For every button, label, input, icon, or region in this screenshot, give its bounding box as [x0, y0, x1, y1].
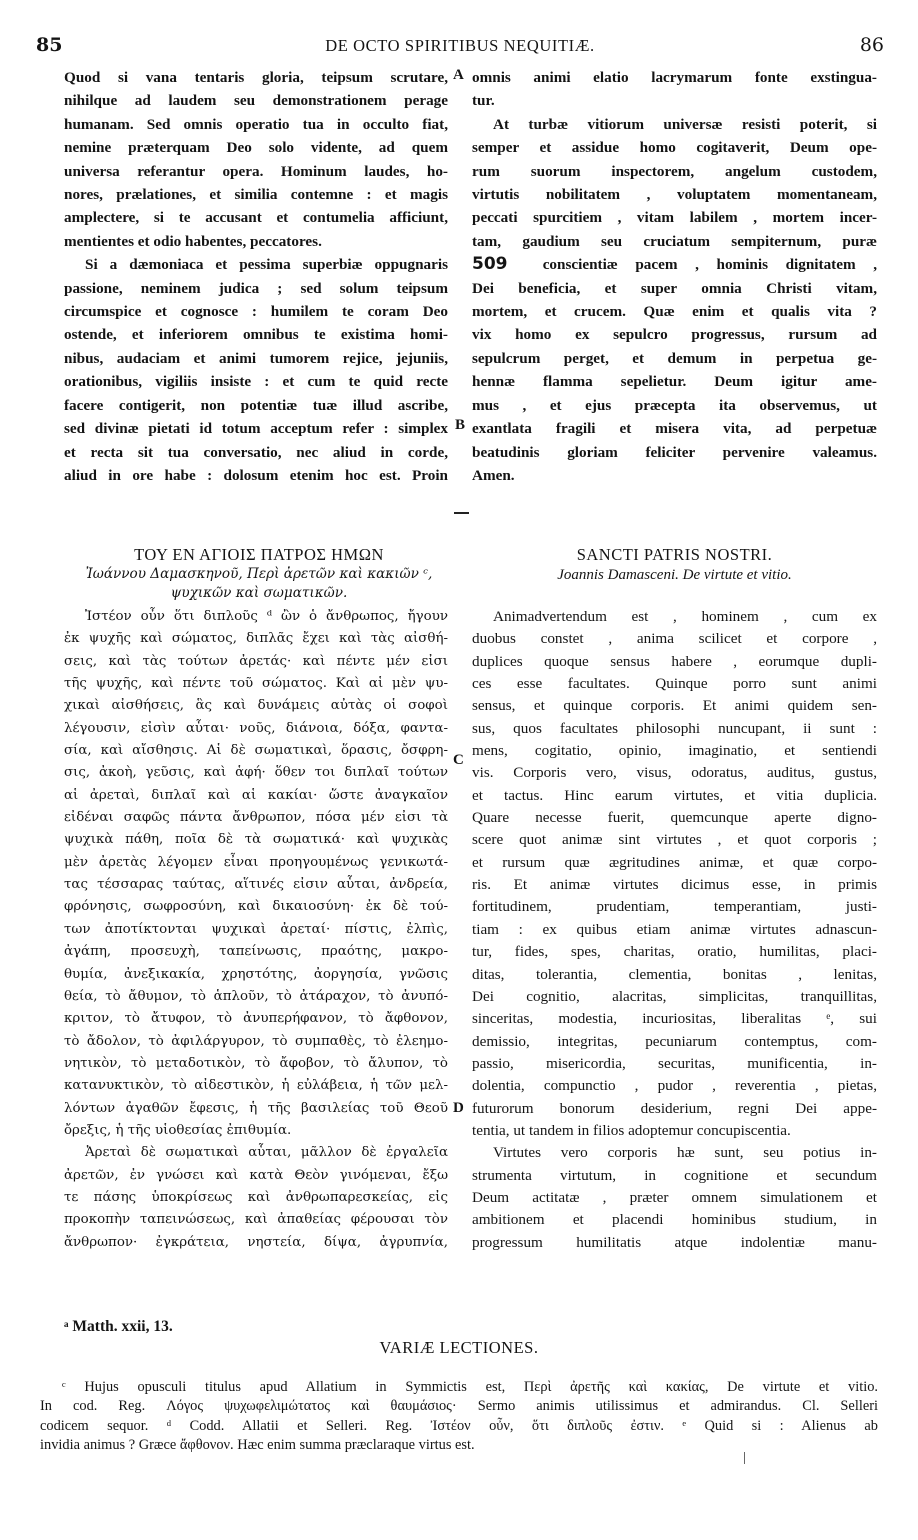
text-line: circumspice et cognosce : humilem te coram Deo	[64, 303, 448, 321]
text-line: beatudinis gloriam feliciter pervenire valeamus.	[472, 443, 877, 461]
latin-title-line2: Joannis Damasceni. De virtute et vitio.	[557, 567, 792, 583]
text-line: tiam : ex quibus etiam animæ virtutes adnascun-	[472, 920, 877, 938]
page-number-left: 85	[36, 34, 63, 56]
text-line: θυμία, ἀνεξικακία, χρηστότης, ἀοργησία, γνῶσις	[64, 966, 448, 982]
text-line: passio, misericordia, securitas, munificentia, in-	[472, 1054, 877, 1072]
variant-line: ᶜ Hujus opusculi titulus apud Allatium in Symmictis est, Περὶ ἀρετῆς καὶ κακίας, De virtute et vitio.	[62, 1379, 878, 1395]
text-line: mentientes et odio habentes, peccatores.	[64, 232, 322, 250]
greek-title-line3: ψυχικῶν καὶ σωματικῶν.	[170, 585, 348, 601]
text-line: ditas, tolerantia, clementia, bonitas , lenitas,	[472, 965, 877, 983]
text-line: Amen.	[472, 466, 515, 484]
text-line: scere quot animæ sint virtutes , et quot corporis ;	[472, 831, 877, 849]
variant-line: invidia animus ? Græce ἄφθονον. Hæc enim summa præclaraque virtus est.	[40, 1437, 475, 1454]
text-line: Quod si vana tentaris gloria, teipsum scrutare,	[64, 69, 448, 86]
text-line: εἰδέναι σαφῶς πάντα ἄνθρωπον, πόσα μέν εἰσι τὰ	[64, 810, 448, 826]
text-line: λόντων ἀγαθῶν ἔφεσις, ἡ τῆς βασιλείας τοῦ Θεοῦ	[64, 1100, 448, 1116]
top-right-column	[472, 66, 877, 487]
text-line: Dei beneficia, et super omnia Christi vitam,	[472, 279, 877, 297]
text-line: κατανυκτικὸν, τὸ αἰδεστικὸν, ἡ εὐλάβεια, ἡ τῶν μελ-	[64, 1078, 448, 1094]
text-line: τε πάσης ὑποκρίσεως καὶ ἀνθρωπαρεσκείας, εἰς	[64, 1189, 448, 1205]
text-line: Ἰστέον οὖν ὅτι διπλοῦς ᵈ ὢν ὁ ἄνθρωπος, ἤγουν	[85, 609, 448, 624]
text-line: ἀγάπη, προσευχὴ, ταπείνωσις, πραότης, μακρο-	[64, 944, 448, 960]
text-line: duplices quoque sensus habere , eorumque dupli-	[472, 652, 877, 670]
text-line: progressum humilitatis atque indolentiæ manu-	[472, 1233, 877, 1251]
text-line: facere contigerit, non potentiæ tuæ illud ascribe,	[64, 396, 448, 414]
text-line: σις, ἀκοὴ, γεῦσις, καὶ ἁφή· ὅθεν τοι διπλαῖ τούτων	[64, 765, 448, 781]
text-line: tur.	[472, 92, 495, 110]
greek-title-line2: Ἰωάννου Δαμασκηνοῦ, Περὶ ἀρετῶν καὶ κακιῶν ᶜ,	[85, 566, 433, 582]
text-line: semper et assidue homo cogitaverit, Deum ope-	[472, 139, 877, 157]
text-line: των ἀποτίκτονται ψυχικαὶ ἀρεταί· πίστις, ἐλπὶς,	[64, 921, 448, 937]
text-line: λέγουσιν, εἰσὶν αὗται· νοῦς, διάνοια, δόξα, φαντα-	[64, 720, 448, 736]
text-line: sepulcrum perget, et demum in perpetua ge-	[472, 349, 877, 367]
text-line: αἱ ἀρεταὶ, διπλαῖ καὶ αἱ κακίαι· ὥστε ἀναγκαῖον	[64, 787, 448, 803]
text-line: sus, quos facultates philosophi nuncupant, ii sunt :	[472, 719, 877, 737]
text-line: Deum actitatæ , præter omnem simulationem et	[472, 1188, 877, 1206]
text-line: et recta sit tua conversatio, nec aliud in corde,	[64, 443, 448, 461]
text-line: mortem, et crucem. Quæ enim et qualis vita ?	[472, 303, 877, 321]
greek-text-column	[64, 606, 448, 1254]
text-line: At turbæ vitiorum universæ resisti poterit, si	[493, 115, 877, 133]
text-line: humanam. Sed omnis operatio tua in occulto fiat,	[64, 115, 448, 133]
running-title: DE OCTO SPIRITIBUS NEQUITIÆ.	[325, 36, 595, 55]
text-line: universa referantur opera. Hominum laudes, ho-	[64, 162, 448, 180]
margin-letter-d: D	[453, 1100, 464, 1116]
footnote: ᵃ Matth. xxii, 13.	[64, 1318, 173, 1335]
text-line: vix homo ex sepulcro progressus, rursum ad	[472, 326, 877, 344]
text-line: tur, fides, spes, charitas, oratio, humilitas, placi-	[472, 943, 877, 961]
text-line: exantlata fragili et misera vita, ad perpetuæ	[472, 420, 877, 438]
text-line: ἄνθρωπον· ἐγκράτεια, νηστεία, δίψα, ἀγρυπνία,	[64, 1234, 448, 1250]
text-line: φρόνησις, σωφροσύνη, καὶ δικαιοσύνη· ἐκ δὲ τού-	[64, 899, 448, 915]
text-line: χικαὶ αἰσθήσεις, ἃς καὶ δυνάμεις αὐτὰς οἱ σοφοὶ	[64, 698, 448, 714]
page-number-right: 86	[859, 34, 884, 56]
text-line: duobus constet , anima scilicet et corpore ,	[472, 630, 877, 648]
margin-letter-b: B	[455, 417, 466, 433]
text-line: Dei cognitio, alacritas, simplicitas, tranquillitas,	[472, 987, 877, 1005]
text-line: sensus, et quinque corporis. Et animi quidem sen-	[472, 697, 877, 715]
text-line: hennæ flamma sepelietur. Deum igitur ame-	[472, 373, 877, 391]
text-line: Quare necesse fuerit, quemcunque aperte digno-	[472, 809, 877, 827]
text-line: nibus, audaciam et animi tumorem rejice, jejuniis,	[64, 349, 448, 367]
text-line: ἐκ ψυχῆς καὶ σώματος, διπλᾶς ἔχει καὶ τὰς αἰσθή-	[64, 631, 448, 647]
text-line: ces esse facultates. Quinque porro sunt animi	[472, 675, 877, 693]
text-line: amplectere, si te accusant et contumelia afficiunt,	[64, 209, 448, 227]
text-line: futurorum bonorum desiderium, regni Dei appe-	[472, 1099, 877, 1117]
text-line: omnis animi elatio lacrymarum fonte exstingua-	[472, 69, 877, 86]
text-line: ψυχικὰ πάθη, ποῖα δὲ τὰ σωματικά· καὶ ψυχικὰς	[64, 832, 448, 848]
text-line: μὲν ἀρετὰς λέγομεν εἶναι προηγουμένως γενικωτά-	[64, 854, 448, 870]
text-line-with-column-number	[472, 253, 877, 276]
print-mark	[744, 1452, 745, 1464]
text-line: strumenta virtutum, in cognitione et secundum	[472, 1166, 877, 1184]
text-line: Animadvertendum est , hominem , cum ex	[493, 608, 877, 625]
variants-notes	[40, 1378, 878, 1456]
column-number: 509	[472, 254, 508, 275]
text-line: mus , et ejus præcepta ita observemus, ut	[472, 396, 877, 414]
text-line: ris. Et animæ virtutes dicimus esse, in primis	[472, 876, 877, 894]
text-line: νητικὸν, τὸ μεταδοτικὸν, τὸ ἄφοβον, τὸ ἄλυπον, τὸ	[64, 1055, 448, 1071]
text-line: sinceritas, modestia, incuriositas, liberalitas ᵉ, sui	[472, 1010, 877, 1028]
text-line: orationibus, vigiliis insiste : et cum te quid recte	[64, 373, 448, 391]
latin-title-line1: SANCTI PATRIS NOSTRI.	[576, 545, 773, 564]
text-line: προκοπὴν ταπεινώσεως, καὶ ἀπαθείας φέρουσαι τὸν	[64, 1212, 448, 1228]
page-header	[36, 34, 884, 58]
text-line: et tactus. Hinc earum virtutes, et vitia duplicia.	[472, 786, 877, 804]
text-line: demissio, integritas, pecuniarum contemptus, com-	[472, 1032, 877, 1050]
text-line: nores, prælationes, et similia contemne : et magis	[64, 186, 448, 204]
variant-line: codicem sequor. ᵈ Codd. Allatii et Selleri. Reg. Ἰστέον οὖν, ὅτι διπλοῦς ἐστιν. ᵉ Quid si : Alienus ab	[40, 1417, 878, 1434]
greek-title-line1: ΤΟΥ ΕΝ ΑΓΙΟΙΣ ΠΑΤΡΟΣ ΗΜΩΝ	[134, 545, 384, 564]
text-line: peccati spurcitiem , vitam labilem , mortem incer-	[472, 209, 877, 227]
text-line: passione, neminem judica ; sed solum teipsum	[64, 279, 448, 297]
text-line: θεία, τὸ ἄθυμον, τὸ ἁπλοῦν, τὸ ἀτάραχον, τὸ ἀνυπό-	[64, 988, 448, 1004]
text-line: κριτον, τὸ ἄτυφον, τὸ ἀνυπερήφανον, τὸ ἄφθονον,	[64, 1011, 448, 1027]
margin-letter-a: A	[453, 67, 464, 83]
text-line: tentia, ut tandem in filios adoptemur concupiscentia.	[472, 1121, 791, 1139]
text-line: tam, gaudium seu cruciatum sempiternum, puræ	[472, 232, 877, 250]
text-line: τῆς ψυχῆς, καὶ πέντε τοῦ σώματος. Καὶ αἱ μὲν ψυ-	[64, 676, 448, 692]
text-line: nemine præterquam Deo solo vidente, ad quem	[64, 139, 448, 157]
variant-line: In cod. Reg. Λόγος ψυχωφελιμώτατος καὶ θαυμάσιος· Sermo animis utilissimus et admirandus. Cl. Selleri	[40, 1398, 878, 1415]
text-line: ostende, et inferiorem omnibus te existima homi-	[64, 326, 448, 344]
margin-letter-c: C	[453, 752, 464, 768]
text-line: vis. Corporis vero, visus, odoratus, auditus, gustus,	[472, 764, 877, 782]
text-line: conscientiæ pacem , hominis dignitatem ,	[542, 256, 878, 274]
text-line: τας τέσσαρας ταύτας, αἵτινές εἰσιν αὗται, ἀνδρεία,	[64, 877, 448, 893]
text-line: Virtutes vero corporis hæ sunt, seu potius in-	[493, 1144, 877, 1162]
text-line: Ἀρεταὶ δὲ σωματικαὶ αὗται, μᾶλλον δὲ ἐργαλεῖα	[85, 1145, 448, 1161]
top-left-column	[64, 66, 448, 487]
text-line: rum suorum inspectorem, angelum custodem,	[472, 162, 877, 180]
text-line: dolentia, compunctio , pudor , reverentia , pietas,	[472, 1077, 877, 1095]
text-line: sed divinæ pietati id totum acceptum refer : simplex	[64, 420, 448, 438]
text-line: ὄρεξις, ἡ τῆς υἱοθεσίας ἐπιθυμία.	[64, 1122, 292, 1138]
text-line: Si a dæmoniaca et pessima superbiæ oppugnaris	[85, 256, 448, 274]
text-line: σεις, καὶ τὰς τούτων ἀρετάς· καὶ πέντε μέν εἰσι	[64, 653, 448, 669]
text-line: mens, cogitatio, opinio, imaginatio, et sentiendi	[472, 742, 877, 760]
text-line: ambitionem et placendi hominibus studium, in	[472, 1211, 877, 1229]
text-line: virtutis nobilitatem , voluptatem momentaneam,	[472, 186, 877, 204]
text-line: et rursum quæ ægritudines animæ, et quæ corpo-	[472, 853, 877, 871]
text-line: ἀρετῶν, ἐν γνώσει καὶ κατὰ Θεὸν γινόμεναι, ἔξω	[64, 1167, 448, 1183]
section-divider	[454, 512, 469, 514]
text-line: fortitudinem, prudentiam, temperantiam, justi-	[472, 898, 877, 916]
variants-heading: VARIÆ LECTIONES.	[379, 1338, 539, 1357]
latin-text-column	[472, 606, 877, 1254]
text-line: σία, καὶ αἴσθησις. Αἱ δὲ σωματικαὶ, ὅρασις, ὄσφρη-	[64, 743, 448, 759]
text-line: τὸ ἄδολον, τὸ ἀφιλάργυρον, τὸ συμπαθὲς, τὸ ἐλεημο-	[64, 1033, 448, 1049]
text-line: aliud in ore habe : dolosum etenim hoc est. Proin	[64, 466, 448, 484]
text-line: nihilque ad laudem seu demonstrationem perage	[64, 92, 448, 110]
